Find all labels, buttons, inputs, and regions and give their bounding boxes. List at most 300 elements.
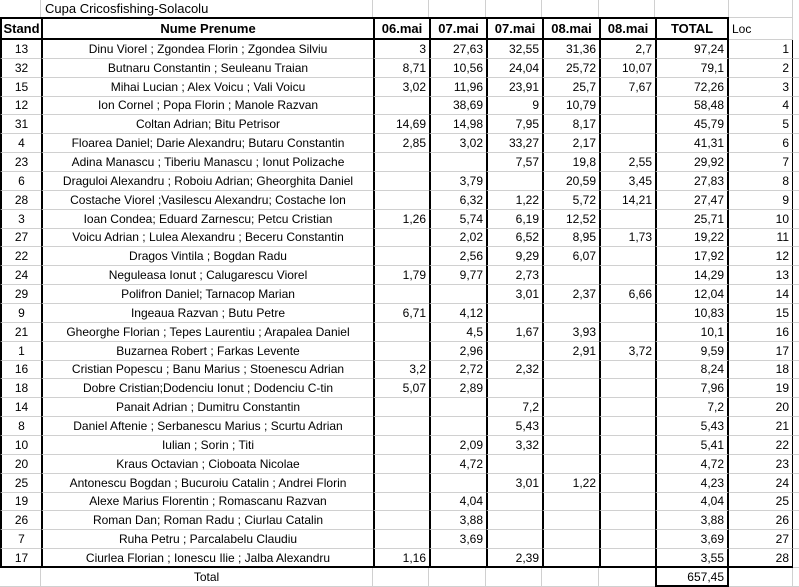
day5-cell[interactable] [599, 511, 655, 530]
day1-cell[interactable]: 3,2 [373, 361, 429, 380]
day4-cell[interactable] [542, 530, 599, 549]
day1-cell[interactable]: 1,16 [373, 549, 429, 568]
header-day-1[interactable]: 06.mai [373, 17, 429, 40]
name-cell[interactable]: Costache Viorel ;Vasilescu Alexandru; Costache Ion [41, 191, 373, 210]
name-cell[interactable]: Dragos Vintila ; Bogdan Radu [41, 247, 373, 266]
name-cell[interactable]: Dinu Viorel ; Zgondea Florin ; Zgondea Silviu [41, 40, 373, 59]
day3-cell[interactable] [486, 511, 542, 530]
loc-cell[interactable]: 23 [729, 455, 793, 474]
name-cell[interactable]: Ioan Condea; Eduard Zarnescu; Petcu Cristian [41, 210, 373, 229]
day2-cell[interactable] [429, 285, 486, 304]
day4-cell[interactable] [542, 417, 599, 436]
day1-cell[interactable] [373, 493, 429, 512]
day3-cell[interactable]: 7,95 [486, 115, 542, 134]
day2-cell[interactable]: 4,72 [429, 455, 486, 474]
total-row-cell[interactable] [486, 568, 542, 587]
name-cell[interactable]: Daniel Aftenie ; Serbanescu Marius ; Scurtu Adrian [41, 417, 373, 436]
stand-cell[interactable]: 18 [0, 379, 41, 398]
name-cell[interactable]: Butnaru Constantin ; Seuleanu Traian [41, 59, 373, 78]
day5-cell[interactable] [599, 455, 655, 474]
day3-cell[interactable] [486, 304, 542, 323]
name-cell[interactable]: Ruha Petru ; Parcalabelu Claudiu [41, 530, 373, 549]
day2-cell[interactable]: 2,96 [429, 342, 486, 361]
day3-cell[interactable]: 3,32 [486, 436, 542, 455]
day4-cell[interactable] [542, 511, 599, 530]
loc-cell[interactable]: 6 [729, 134, 793, 153]
day5-cell[interactable]: 10,07 [599, 59, 655, 78]
loc-cell[interactable]: 11 [729, 229, 793, 248]
name-cell[interactable]: Kraus Octavian ; Cioboata Nicolae [41, 455, 373, 474]
day1-cell[interactable] [373, 342, 429, 361]
stand-cell[interactable]: 8 [0, 417, 41, 436]
day3-cell[interactable]: 9 [486, 97, 542, 116]
day1-cell[interactable]: 1,26 [373, 210, 429, 229]
day4-cell[interactable] [542, 493, 599, 512]
day5-cell[interactable] [599, 266, 655, 285]
loc-cell[interactable]: 28 [729, 549, 793, 568]
name-cell[interactable]: Roman Dan; Roman Radu ; Ciurlau Catalin [41, 511, 373, 530]
row-filler [793, 40, 799, 59]
day2-cell[interactable]: 4,12 [429, 304, 486, 323]
day4-cell[interactable]: 2,91 [542, 342, 599, 361]
row-filler [793, 115, 799, 134]
day1-cell[interactable] [373, 247, 429, 266]
day5-cell[interactable]: 3,72 [599, 342, 655, 361]
day2-cell[interactable]: 4,5 [429, 323, 486, 342]
day1-cell[interactable] [373, 417, 429, 436]
name-cell[interactable]: Mihai Lucian ; Alex Voicu ; Vali Voicu [41, 78, 373, 97]
total-cell[interactable]: 7,2 [655, 398, 729, 417]
day4-cell[interactable]: 19,8 [542, 153, 599, 172]
day1-cell[interactable]: 2,85 [373, 134, 429, 153]
total-cell[interactable]: 3,88 [655, 511, 729, 530]
loc-cell[interactable]: 1 [729, 40, 793, 59]
loc-cell[interactable]: 13 [729, 266, 793, 285]
day3-cell[interactable] [486, 493, 542, 512]
day5-cell[interactable] [599, 530, 655, 549]
row-filler [793, 134, 799, 153]
loc-cell[interactable]: 17 [729, 342, 793, 361]
day1-cell[interactable] [373, 285, 429, 304]
loc-cell[interactable]: 4 [729, 97, 793, 116]
day2-cell[interactable] [429, 417, 486, 436]
total-cell[interactable]: 14,29 [655, 266, 729, 285]
name-cell[interactable]: Ingeaua Razvan ; Butu Petre [41, 304, 373, 323]
day3-cell[interactable]: 2,39 [486, 549, 542, 568]
total-cell[interactable]: 25,71 [655, 210, 729, 229]
total-cell[interactable]: 9,59 [655, 342, 729, 361]
total-cell[interactable]: 4,23 [655, 474, 729, 493]
day2-cell[interactable] [429, 474, 486, 493]
day3-cell[interactable]: 3,01 [486, 474, 542, 493]
table-body [0, 40, 799, 568]
row-filler [793, 97, 799, 116]
day2-cell[interactable]: 5,74 [429, 210, 486, 229]
loc-cell[interactable]: 24 [729, 474, 793, 493]
day1-cell[interactable] [373, 511, 429, 530]
loc-cell[interactable]: 2 [729, 59, 793, 78]
total-row-loc-cell[interactable] [729, 568, 793, 587]
stand-cell[interactable]: 17 [0, 549, 41, 568]
total-cell[interactable]: 19,22 [655, 229, 729, 248]
row-filler [793, 247, 799, 266]
loc-cell[interactable]: 12 [729, 247, 793, 266]
day5-cell[interactable] [599, 134, 655, 153]
day5-cell[interactable] [599, 304, 655, 323]
total-cell[interactable]: 5,43 [655, 417, 729, 436]
title-row-cell-a[interactable] [0, 0, 41, 17]
day4-cell[interactable] [542, 398, 599, 417]
total-cell[interactable]: 17,92 [655, 247, 729, 266]
title-row-cell[interactable] [486, 0, 542, 17]
loc-cell[interactable]: 15 [729, 304, 793, 323]
day1-cell[interactable]: 8,71 [373, 59, 429, 78]
day4-cell[interactable] [542, 361, 599, 380]
name-cell[interactable]: Neguleasa Ionut ; Calugarescu Viorel [41, 266, 373, 285]
loc-cell[interactable]: 16 [729, 323, 793, 342]
header-day-4[interactable]: 08.mai [542, 17, 599, 40]
name-cell[interactable]: Panait Adrian ; Dumitru Constantin [41, 398, 373, 417]
total-cell[interactable]: 3,69 [655, 530, 729, 549]
loc-cell[interactable]: 18 [729, 361, 793, 380]
name-cell[interactable]: Draguloi Alexandru ; Roboiu Adrian; Gheorghita Daniel [41, 172, 373, 191]
day1-cell[interactable]: 5,07 [373, 379, 429, 398]
total-cell[interactable]: 27,47 [655, 191, 729, 210]
day2-cell[interactable]: 9,77 [429, 266, 486, 285]
stand-cell[interactable]: 29 [0, 285, 41, 304]
day2-cell[interactable]: 3,88 [429, 511, 486, 530]
name-cell[interactable]: Adina Manascu ; Tiberiu Manascu ; Ionut Polizache [41, 153, 373, 172]
stand-cell[interactable]: 28 [0, 191, 41, 210]
name-cell[interactable]: Alexe Marius Florentin ; Romascanu Razvan [41, 493, 373, 512]
title-row-cell[interactable] [542, 0, 599, 17]
name-cell[interactable]: Iulian ; Sorin ; Titi [41, 436, 373, 455]
day4-cell[interactable]: 8,95 [542, 229, 599, 248]
header-day-2[interactable]: 07.mai [429, 17, 486, 40]
loc-cell[interactable]: 19 [729, 379, 793, 398]
name-cell[interactable]: Cristian Popescu ; Banu Marius ; Stoenescu Adrian [41, 361, 373, 380]
stand-cell[interactable]: 10 [0, 436, 41, 455]
loc-cell[interactable]: 25 [729, 493, 793, 512]
day4-cell[interactable] [542, 436, 599, 455]
total-cell[interactable]: 10,1 [655, 323, 729, 342]
row-filler [793, 549, 799, 568]
header-name[interactable]: Nume Prenume [41, 17, 373, 40]
day5-cell[interactable] [599, 493, 655, 512]
day2-cell[interactable]: 2,02 [429, 229, 486, 248]
header-loc[interactable]: Loc [729, 17, 793, 40]
day3-cell[interactable]: 3,01 [486, 285, 542, 304]
day5-cell[interactable] [599, 398, 655, 417]
title-row-cell[interactable] [729, 0, 793, 17]
day5-cell[interactable] [599, 247, 655, 266]
day3-cell[interactable]: 32,55 [486, 40, 542, 59]
row-filler [793, 229, 799, 248]
total-row-cell-a[interactable] [0, 568, 41, 587]
stand-cell[interactable]: 31 [0, 115, 41, 134]
row-filler [793, 78, 799, 97]
day4-cell[interactable]: 8,17 [542, 115, 599, 134]
day4-cell[interactable]: 20,59 [542, 172, 599, 191]
day2-cell[interactable]: 2,56 [429, 247, 486, 266]
row-filler [793, 304, 799, 323]
stand-cell[interactable]: 32 [0, 59, 41, 78]
header-filler [793, 17, 799, 40]
stand-cell[interactable]: 15 [0, 78, 41, 97]
day3-cell[interactable]: 6,52 [486, 229, 542, 248]
day5-cell[interactable] [599, 436, 655, 455]
title-row-cell[interactable] [373, 0, 429, 17]
day5-cell[interactable] [599, 97, 655, 116]
day5-cell[interactable] [599, 210, 655, 229]
total-row-cell[interactable] [373, 568, 429, 587]
row-filler [793, 455, 799, 474]
day4-cell[interactable]: 1,22 [542, 474, 599, 493]
day5-cell[interactable]: 7,67 [599, 78, 655, 97]
day2-cell[interactable] [429, 153, 486, 172]
total-cell[interactable]: 27,83 [655, 172, 729, 191]
day2-cell[interactable]: 6,32 [429, 191, 486, 210]
total-cell[interactable]: 45,79 [655, 115, 729, 134]
day1-cell[interactable] [373, 455, 429, 474]
name-cell[interactable]: Coltan Adrian; Bitu Petrisor [41, 115, 373, 134]
day4-cell[interactable] [542, 549, 599, 568]
total-cell[interactable]: 41,31 [655, 134, 729, 153]
row-filler [793, 191, 799, 210]
loc-cell[interactable]: 27 [729, 530, 793, 549]
day4-cell[interactable] [542, 379, 599, 398]
day2-cell[interactable] [429, 398, 486, 417]
stand-cell[interactable]: 19 [0, 493, 41, 512]
title-row-filler [793, 0, 799, 17]
day2-cell[interactable]: 38,69 [429, 97, 486, 116]
day3-cell[interactable]: 7,2 [486, 398, 542, 417]
day5-cell[interactable]: 2,7 [599, 40, 655, 59]
day2-cell[interactable]: 10,56 [429, 59, 486, 78]
row-filler [793, 511, 799, 530]
day4-cell[interactable]: 5,72 [542, 191, 599, 210]
total-cell[interactable]: 4,72 [655, 455, 729, 474]
total-cell[interactable]: 12,04 [655, 285, 729, 304]
stand-cell[interactable]: 20 [0, 455, 41, 474]
day5-cell[interactable]: 3,45 [599, 172, 655, 191]
day4-cell[interactable] [542, 304, 599, 323]
day5-cell[interactable] [599, 361, 655, 380]
day3-cell[interactable]: 2,32 [486, 361, 542, 380]
loc-cell[interactable]: 26 [729, 511, 793, 530]
total-row-cell[interactable] [429, 568, 486, 587]
day3-cell[interactable] [486, 379, 542, 398]
stand-cell[interactable]: 25 [0, 474, 41, 493]
stand-cell[interactable]: 24 [0, 266, 41, 285]
day2-cell[interactable]: 14,98 [429, 115, 486, 134]
day4-cell[interactable]: 3,93 [542, 323, 599, 342]
day5-cell[interactable] [599, 379, 655, 398]
day2-cell[interactable]: 11,96 [429, 78, 486, 97]
day5-cell[interactable]: 14,21 [599, 191, 655, 210]
day2-cell[interactable] [429, 549, 486, 568]
day3-cell[interactable] [486, 530, 542, 549]
stand-cell[interactable]: 21 [0, 323, 41, 342]
day4-cell[interactable]: 25,72 [542, 59, 599, 78]
row-filler [793, 342, 799, 361]
name-cell[interactable]: Ciurlea Florian ; Ionescu Ilie ; Jalba Alexandru [41, 549, 373, 568]
total-row [0, 568, 799, 587]
header-day-5[interactable]: 08.mai [599, 17, 655, 40]
grand-total-value[interactable]: 657,45 [655, 568, 729, 587]
total-label[interactable]: Total [41, 568, 373, 587]
day5-cell[interactable] [599, 549, 655, 568]
total-cell[interactable]: 58,48 [655, 97, 729, 116]
sheet-title[interactable]: Cupa Cricosfishing-Solacolu [41, 0, 373, 17]
day4-cell[interactable]: 6,07 [542, 247, 599, 266]
stand-cell[interactable]: 26 [0, 511, 41, 530]
title-row-cell[interactable] [599, 0, 655, 17]
day3-cell[interactable]: 5,43 [486, 417, 542, 436]
day3-cell[interactable]: 1,22 [486, 191, 542, 210]
total-cell[interactable]: 79,1 [655, 59, 729, 78]
day5-cell[interactable]: 6,66 [599, 285, 655, 304]
stand-cell[interactable]: 16 [0, 361, 41, 380]
day1-cell[interactable]: 14,69 [373, 115, 429, 134]
day3-cell[interactable]: 9,29 [486, 247, 542, 266]
day3-cell[interactable] [486, 342, 542, 361]
day2-cell[interactable]: 4,04 [429, 493, 486, 512]
title-row-cell[interactable] [655, 0, 729, 17]
day4-cell[interactable]: 31,36 [542, 40, 599, 59]
day5-cell[interactable]: 2,55 [599, 153, 655, 172]
row-filler [793, 398, 799, 417]
loc-cell[interactable]: 14 [729, 285, 793, 304]
day3-cell[interactable]: 33,27 [486, 134, 542, 153]
day4-cell[interactable]: 10,79 [542, 97, 599, 116]
loc-cell[interactable]: 9 [729, 191, 793, 210]
total-cell[interactable]: 3,55 [655, 549, 729, 568]
header-stand[interactable]: Stand [0, 17, 41, 40]
loc-cell[interactable]: 21 [729, 417, 793, 436]
day1-cell[interactable] [373, 97, 429, 116]
day4-cell[interactable] [542, 266, 599, 285]
day2-cell[interactable]: 3,79 [429, 172, 486, 191]
day1-cell[interactable]: 3,02 [373, 78, 429, 97]
name-cell[interactable]: Voicu Adrian ; Lulea Alexandru ; Beceru Constantin [41, 229, 373, 248]
total-cell[interactable]: 4,04 [655, 493, 729, 512]
header-total[interactable]: TOTAL [655, 17, 729, 40]
day1-cell[interactable]: 3 [373, 40, 429, 59]
day4-cell[interactable]: 25,7 [542, 78, 599, 97]
stand-cell[interactable]: 4 [0, 134, 41, 153]
total-cell[interactable]: 5,41 [655, 436, 729, 455]
day1-cell[interactable] [373, 229, 429, 248]
stand-cell[interactable]: 23 [0, 153, 41, 172]
day3-cell[interactable]: 2,73 [486, 266, 542, 285]
name-cell[interactable]: Dobre Cristian;Dodenciu Ionut ; Dodenciu C-tin [41, 379, 373, 398]
day3-cell[interactable] [486, 455, 542, 474]
name-cell[interactable]: Antonescu Bogdan ; Bucuroiu Catalin ; Andrei Florin [41, 474, 373, 493]
stand-cell[interactable]: 9 [0, 304, 41, 323]
day2-cell[interactable]: 2,09 [429, 436, 486, 455]
loc-cell[interactable]: 8 [729, 172, 793, 191]
day5-cell[interactable]: 1,73 [599, 229, 655, 248]
stand-cell[interactable]: 6 [0, 172, 41, 191]
day3-cell[interactable]: 1,67 [486, 323, 542, 342]
total-cell[interactable]: 29,92 [655, 153, 729, 172]
loc-cell[interactable]: 3 [729, 78, 793, 97]
total-row-cell[interactable] [599, 568, 655, 587]
stand-cell[interactable]: 13 [0, 40, 41, 59]
day2-cell[interactable]: 2,89 [429, 379, 486, 398]
stand-cell[interactable]: 3 [0, 210, 41, 229]
day4-cell[interactable] [542, 455, 599, 474]
loc-cell[interactable]: 10 [729, 210, 793, 229]
day5-cell[interactable] [599, 323, 655, 342]
total-cell[interactable]: 7,96 [655, 379, 729, 398]
day3-cell[interactable] [486, 172, 542, 191]
header-day-3[interactable]: 07.mai [486, 17, 542, 40]
day1-cell[interactable] [373, 191, 429, 210]
day3-cell[interactable]: 23,91 [486, 78, 542, 97]
name-cell[interactable]: Gheorghe Florian ; Tepes Laurentiu ; Arapalea Daniel [41, 323, 373, 342]
day3-cell[interactable]: 7,57 [486, 153, 542, 172]
day4-cell[interactable]: 2,17 [542, 134, 599, 153]
total-row-cell[interactable] [542, 568, 599, 587]
day1-cell[interactable] [373, 153, 429, 172]
loc-cell[interactable]: 22 [729, 436, 793, 455]
total-cell[interactable]: 8,24 [655, 361, 729, 380]
row-filler [793, 493, 799, 512]
day1-cell[interactable] [373, 172, 429, 191]
total-row-filler [793, 568, 799, 587]
day1-cell[interactable] [373, 323, 429, 342]
name-cell[interactable]: Floarea Daniel; Darie Alexandru; Butaru Constantin [41, 134, 373, 153]
total-cell[interactable]: 10,83 [655, 304, 729, 323]
day1-cell[interactable] [373, 436, 429, 455]
day1-cell[interactable]: 1,79 [373, 266, 429, 285]
name-cell[interactable]: Polifron Daniel; Tarnacop Marian [41, 285, 373, 304]
stand-cell[interactable]: 14 [0, 398, 41, 417]
loc-cell[interactable]: 20 [729, 398, 793, 417]
day4-cell[interactable]: 12,52 [542, 210, 599, 229]
day1-cell[interactable] [373, 530, 429, 549]
day2-cell[interactable]: 27,63 [429, 40, 486, 59]
day1-cell[interactable] [373, 474, 429, 493]
stand-cell[interactable]: 7 [0, 530, 41, 549]
day2-cell[interactable]: 3,69 [429, 530, 486, 549]
day1-cell[interactable] [373, 398, 429, 417]
stand-cell[interactable]: 12 [0, 97, 41, 116]
day4-cell[interactable]: 2,37 [542, 285, 599, 304]
name-cell[interactable]: Ion Cornel ; Popa Florin ; Manole Razvan [41, 97, 373, 116]
title-row-cell[interactable] [429, 0, 486, 17]
total-cell[interactable]: 72,26 [655, 78, 729, 97]
stand-cell[interactable]: 27 [0, 229, 41, 248]
day5-cell[interactable] [599, 417, 655, 436]
day3-cell[interactable]: 6,19 [486, 210, 542, 229]
day2-cell[interactable]: 3,02 [429, 134, 486, 153]
day2-cell[interactable]: 2,72 [429, 361, 486, 380]
day1-cell[interactable]: 6,71 [373, 304, 429, 323]
day5-cell[interactable] [599, 115, 655, 134]
name-cell[interactable]: Buzarnea Robert ; Farkas Levente [41, 342, 373, 361]
stand-cell[interactable]: 22 [0, 247, 41, 266]
loc-cell[interactable]: 7 [729, 153, 793, 172]
loc-cell[interactable]: 5 [729, 115, 793, 134]
total-cell[interactable]: 97,24 [655, 40, 729, 59]
stand-cell[interactable]: 1 [0, 342, 41, 361]
row-filler [793, 285, 799, 304]
day5-cell[interactable] [599, 474, 655, 493]
day3-cell[interactable]: 24,04 [486, 59, 542, 78]
